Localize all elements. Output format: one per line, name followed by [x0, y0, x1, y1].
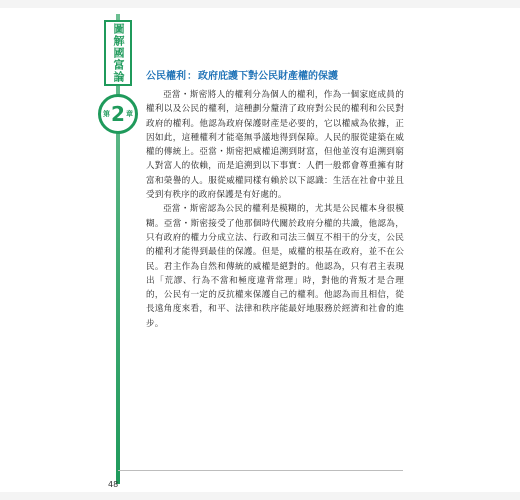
book-title-tab: 圖解國富論 [104, 20, 132, 86]
paragraph-2: 亞當・斯密認為公民的權利是模糊的，尤其是公民權本身很模糊。亞當・斯密接受了他那個時代關於政府分權的共識，他認為，只有政府的權力分成立法、行政和司法三個互不相干的分支，公民的權利才能得到最佳的保護。但是，威權的根基在政府，並不在公民。君主作為自然和傳統的威權是絕對的。他認為，只有君主表現出「荒謬、行為不當和極度違背常理」時，對他的背叛才是合理的，公民有一定的反抗權來保護自己的權利。他認為而且相信，從長遠角度來看，和平、法律和秩序能最好地服務於經濟和社會的進步。 [146, 204, 404, 329]
section-separator: ： [187, 71, 197, 82]
chapter-badge [98, 94, 138, 134]
page-bottom-band [0, 492, 520, 500]
section-label: 公民權利 [146, 71, 186, 82]
chapter-prefix: 第 [103, 110, 111, 118]
footer-rule [118, 470, 403, 471]
chapter-suffix: 章 [125, 110, 133, 118]
chapter-sidebar [100, 14, 136, 484]
section-title: 政府庇護下對公民財產權的保護 [198, 71, 338, 82]
page-top-band [0, 0, 520, 8]
section-heading [146, 70, 404, 83]
main-content [146, 70, 404, 331]
paragraph-1: 亞當・斯密將人的權利分為個人的權利，作為一個家庭成員的權利以及公民的權利，這種劃分釐清了政府對公民的權利和公民對政府的權利。他認為政府保護財產是必要的，它以權威為依據，正因如此，這種權利才能毫無爭議地得到保障。人民的服從建築在威權的傳統上。亞當・斯密把威權追溯到財富，但他並沒有追溯到窮人對富人的依賴，而是追溯到以下事實：人們一般都會尊重擁有財富和榮譽的人。服從威權同樣有賴於以下認識：生活在社會中並且受到有秩序的政府保護是有好處的。 [146, 90, 404, 201]
page-number: 48 [108, 480, 119, 489]
chapter-number: 2 [111, 102, 125, 126]
